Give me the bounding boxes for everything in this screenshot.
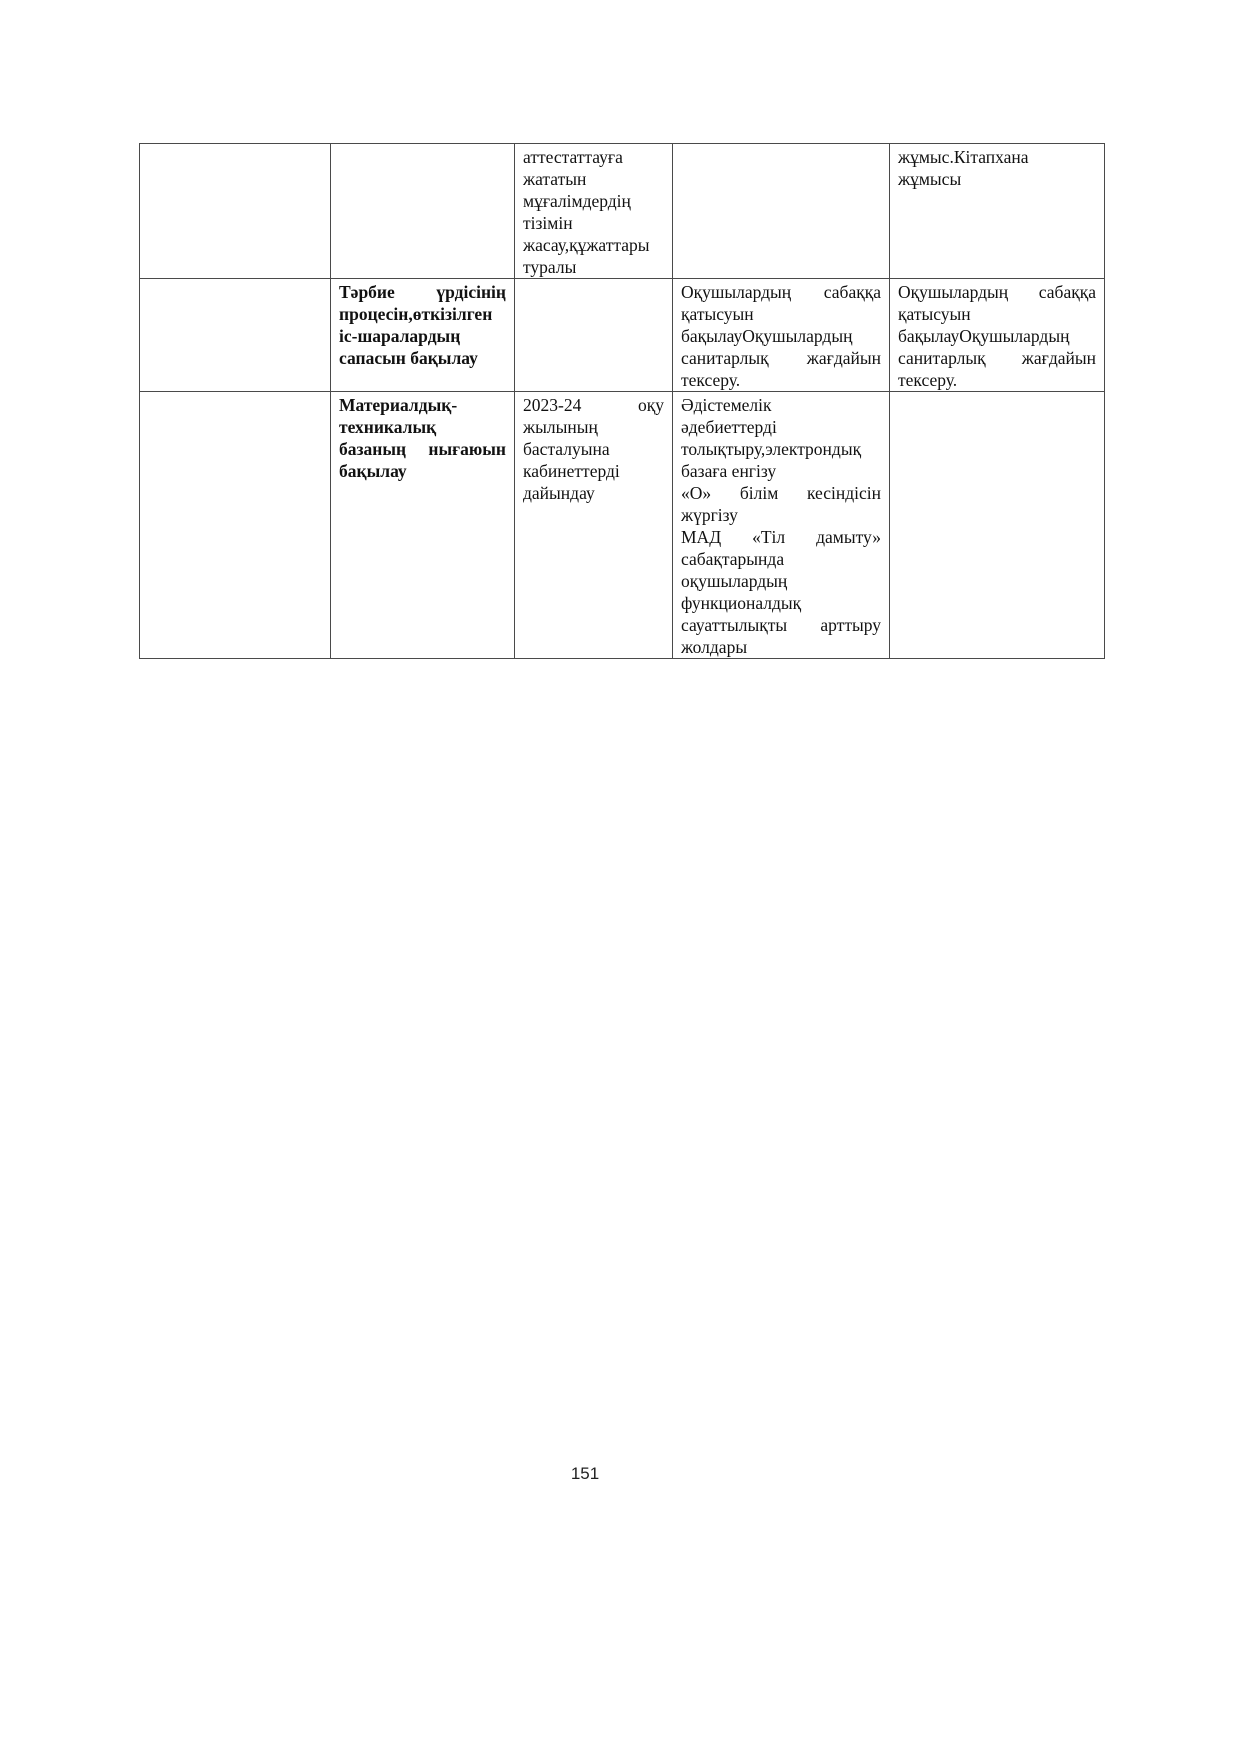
cell-line: жүргізу [681,505,738,525]
cell-line: жұмыс.Кітапхана [898,147,1029,167]
cell-line: базаның нығаюын [339,439,506,459]
cell-line: толықтыру,электрондық [681,439,862,459]
table-row [140,144,1105,279]
cell-line: кабинеттерді [523,461,620,481]
cell-line: жұмысы [898,169,962,189]
table-cell [331,279,515,392]
cell-line: қатысуын [898,304,971,324]
cell-line: жылының [523,417,598,437]
cell-line: басталуына [523,439,610,459]
cell-line: Материалдық- [339,395,458,415]
table-cell [515,144,673,279]
cell-line: техникалық [339,417,437,437]
table-cell [673,279,890,392]
table-cell [331,144,515,279]
page-number: 151 [570,1464,600,1483]
control-plan-table [139,143,1105,659]
table-cell [890,392,1105,659]
cell-line: Тәрбие үрдісінің [339,282,506,302]
cell-line: жасау,құжаттары [523,235,650,255]
table-row [140,279,1105,392]
table-cell [140,144,331,279]
cell-line: дайындау [523,483,595,503]
cell-line: жататын [523,169,587,189]
cell-line: процесін,өткізілген [339,304,493,324]
cell-line: санитарлық жағдайын [681,348,881,368]
table-cell [890,279,1105,392]
table-cell [331,392,515,659]
cell-line: туралы [523,257,577,277]
cell-line: мұғалімдердің [523,191,631,211]
table-cell [140,279,331,392]
cell-line: қатысуын [681,304,754,324]
cell-line: аттестаттауға [523,147,623,167]
cell-line: санитарлық жағдайын [898,348,1096,368]
cell-line: бақылау [339,461,407,481]
cell-line: бақылауОқушылардың [898,326,1070,346]
table-cell [140,392,331,659]
cell-line: базаға енгізу [681,461,777,481]
cell-line: сабақтарында [681,549,785,569]
table-cell [890,144,1105,279]
cell-line: жолдары [681,637,748,657]
table-cell [515,279,673,392]
cell-line: әдебиеттерді [681,417,777,437]
table-cell [673,144,890,279]
cell-line: Әдістемелік [681,395,772,415]
cell-line: тексеру. [898,370,958,390]
table-cell [515,392,673,659]
cell-line: функционалдық [681,593,802,613]
cell-line: бақылауОқушылардың [681,326,853,346]
table-row [140,392,1105,659]
cell-line: Оқушылардың сабаққа [681,282,881,302]
cell-line: тексеру. [681,370,741,390]
cell-line: іс-шаралардың [339,326,461,346]
cell-line: Оқушылардың сабаққа [898,282,1096,302]
cell-line: тізімін [523,213,573,233]
cell-line: оқушылардың [681,571,788,591]
cell-line: МАД «Тіл дамыту» [681,527,881,547]
cell-line: «О» білім кесіндісін [681,483,881,503]
cell-line: сауаттылықты арттыру [681,615,881,635]
cell-line: сапасын бақылау [339,348,478,368]
table-cell [673,392,890,659]
cell-line: 2023-24 оқу [523,395,664,415]
